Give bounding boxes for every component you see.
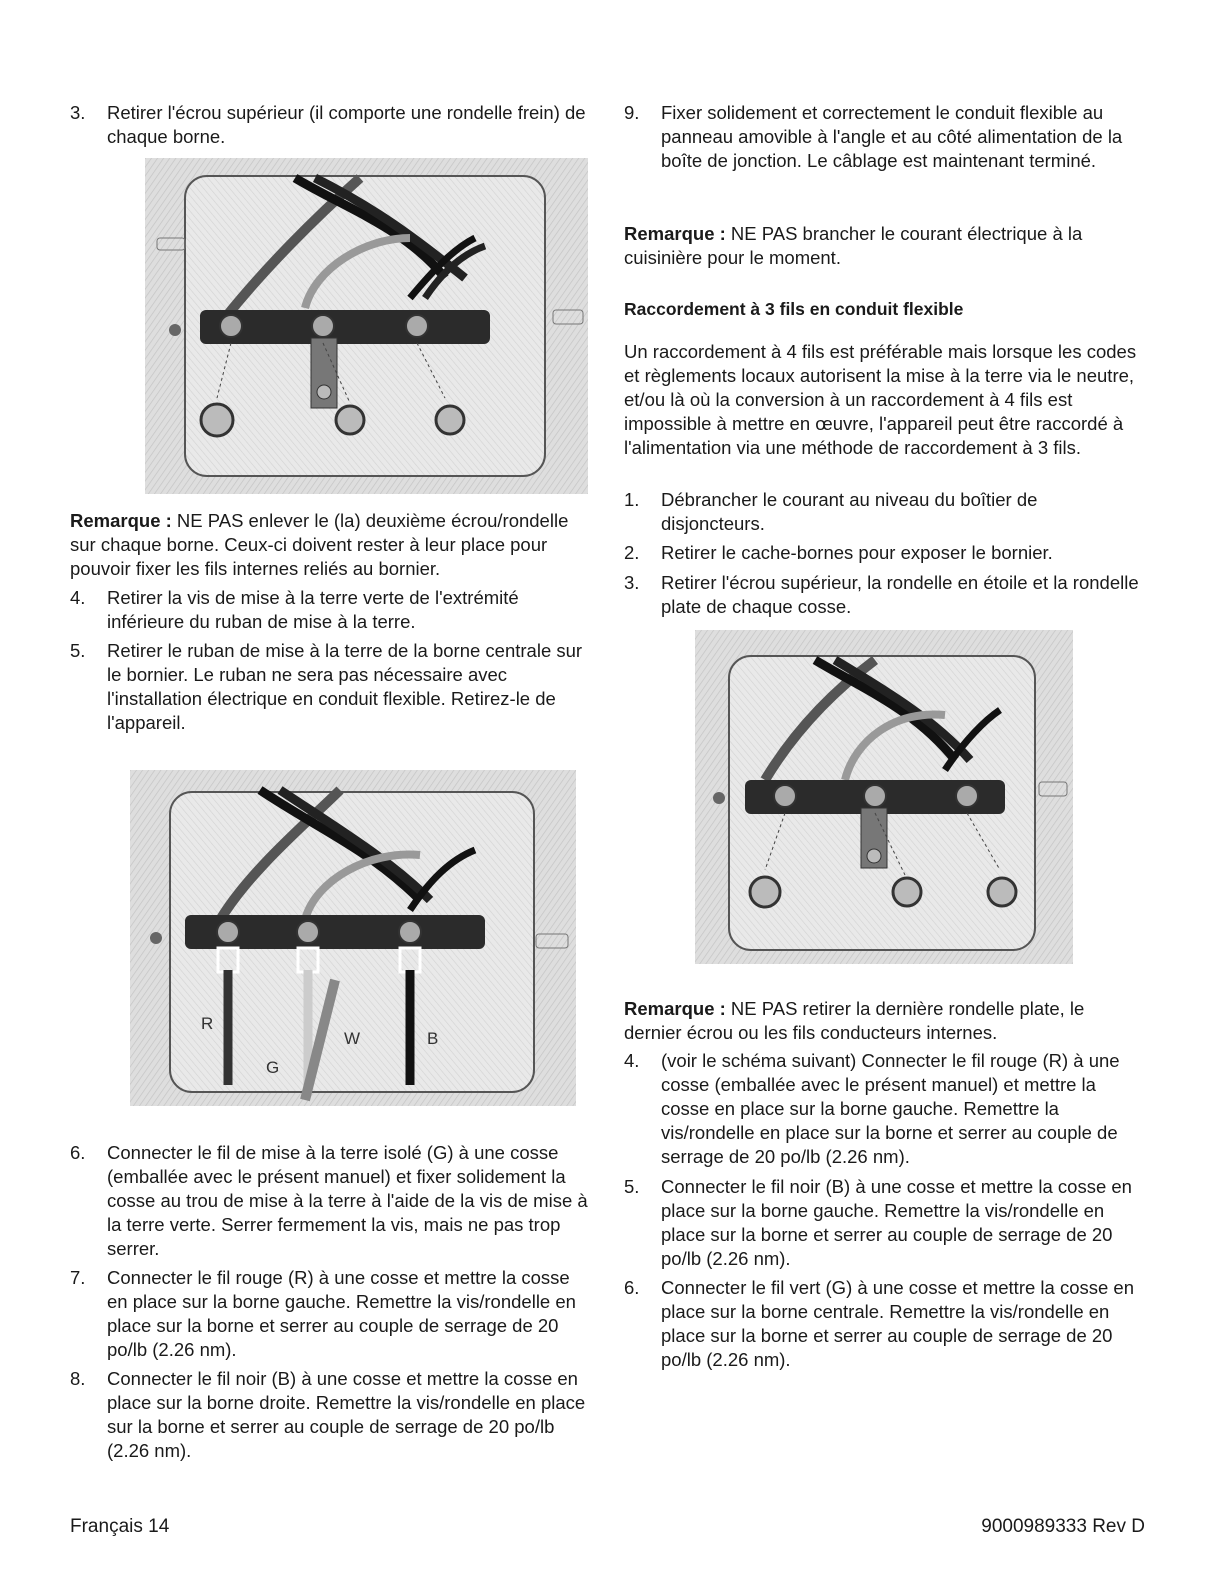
wire-label-red: R: [201, 1014, 214, 1033]
list-text: Retirer la vis de mise à la terre verte de l'extrémité inférieure du ruban de mise à la terre.: [107, 587, 519, 632]
step-1-disconnect-power: [624, 488, 1144, 536]
figure-terminal-block-3-wire: [695, 630, 1073, 964]
note-label: Remarque :: [624, 998, 726, 1019]
step-6-connect-green: [624, 1276, 1144, 1372]
list-number: 6.: [70, 1142, 86, 1163]
list-number: 8.: [70, 1368, 86, 1389]
wire-label-white: W: [344, 1029, 361, 1048]
note-text: NE PAS retirer la dernière rondelle plate, le dernier écrou ou les fils conducteurs internes.: [624, 998, 1085, 1043]
step-3-remove-nut-washers: [624, 571, 1144, 619]
note-text: NE PAS brancher le courant électrique à la cuisinière pour le moment.: [624, 223, 1083, 268]
list-text: Connecter le fil noir (B) à une cosse et mettre la cosse en place sur la borne gauche. Remettre la vis/rondelle en place sur la borne et serrer au couple de serrage de 20 po/lb (2.26 nm).: [661, 1176, 1132, 1269]
note-do-not-remove-washer: [624, 997, 1144, 1045]
step-3-remove-top-nut: [70, 101, 590, 149]
note-text: NE PAS enlever le (la) deuxième écrou/rondelle sur chaque borne. Ceux-ci doivent rester à leur place pour pouvoir fixer les fils internes reliés au bornier.: [70, 510, 569, 579]
footer-document-number: 9000989333 Rev D: [981, 1516, 1145, 1537]
list-number: 3.: [70, 102, 86, 123]
list-number: 4.: [70, 587, 86, 608]
list-text: Fixer solidement et correctement le conduit flexible au panneau amovible à l'angle et au côté alimentation de la boîte de jonction. Le câblage est maintenant terminé.: [661, 102, 1123, 171]
step-2-remove-cover: [624, 541, 1144, 565]
list-number: 9.: [624, 102, 640, 123]
note-label: Remarque :: [624, 223, 726, 244]
intro-paragraph: Un raccordement à 4 fils est préférable mais lorsque les codes et règlements locaux autorisent la mise à la terre via le neutre, et/ou là où la conversion à un raccordement à 4 fils est impossible à mettre en œuvre, l'appareil peut être raccordé à l'alimentation via une méthode de raccordement à 3 fils.: [624, 341, 1137, 458]
list-text: Retirer l'écrou supérieur (il comporte une rondelle frein) de chaque borne.: [107, 102, 586, 147]
list-text: Connecter le fil vert (G) à une cosse et mettre la cosse en place sur la borne centrale. Remettre la vis/rondelle en place sur la borne et serrer au couple de serrage de 20 po/lb (2.26 nm).: [661, 1277, 1134, 1370]
list-text: Connecter le fil de mise à la terre isolé (G) à une cosse (emballée avec le présent manuel) et fixer solidement la cosse au trou de mise à la terre à l'aide de la vis de mise à la terre verte. Serrer fermement la vis, mais ne pas trop serrer.: [107, 1142, 588, 1259]
section-heading: Raccordement à 3 fils en conduit flexible: [624, 299, 964, 319]
list-text: Retirer l'écrou supérieur, la rondelle en étoile et la rondelle plate de chaque cosse.: [661, 572, 1139, 617]
step-9-secure-conduit: [624, 101, 1144, 173]
list-number: 2.: [624, 542, 640, 563]
list-number: 5.: [70, 640, 86, 661]
list-text: Retirer le ruban de mise à la terre de la borne centrale sur le bornier. Le ruban ne sera pas nécessaire avec l'installation électrique en conduit flexible. Retirez-le de l'appareil.: [107, 640, 583, 733]
step-5-connect-black: [624, 1175, 1144, 1271]
figure-terminal-block-nut-removal: [145, 158, 588, 494]
list-number: 4.: [624, 1050, 640, 1071]
list-number: 7.: [70, 1267, 86, 1288]
wire-label-ground: G: [266, 1058, 280, 1077]
list-text: Connecter le fil rouge (R) à une cosse et mettre la cosse en place sur la borne gauche. Remettre la vis/rondelle en place sur la borne et serrer au couple de serrage de 20 po/lb (2.26 nm).: [107, 1267, 576, 1360]
list-number: 5.: [624, 1176, 640, 1197]
step-4-remove-ground-screw: [70, 586, 590, 634]
figure-wired-terminal-block: [130, 770, 576, 1106]
list-text: Connecter le fil noir (B) à une cosse et mettre la cosse en place sur la borne droite. Remettre la vis/rondelle en place sur la borne et serrer au couple de serrage de 20 po/lb (2.26 nm).: [107, 1368, 586, 1461]
step-4-connect-red: [624, 1049, 1144, 1169]
footer-page-label: Français 14: [70, 1516, 170, 1537]
wire-label-black: B: [427, 1029, 439, 1048]
step-8-connect-black: [70, 1367, 590, 1463]
note-do-not-remove-nut: [70, 509, 590, 581]
step-7-connect-red: [70, 1266, 590, 1362]
step-6-connect-ground: [70, 1141, 590, 1261]
list-number: 6.: [624, 1277, 640, 1298]
list-number: 1.: [624, 489, 640, 510]
step-5-remove-ground-strap: [70, 639, 590, 735]
list-number: 3.: [624, 572, 640, 593]
list-text: (voir le schéma suivant) Connecter le fil rouge (R) à une cosse (emballée avec le présent manuel) et mettre la cosse en place sur la borne gauche. Remettre la vis/rondelle en place sur la borne et serrer au couple de serrage de 20 po/lb (2.26 nm).: [661, 1050, 1120, 1167]
list-text: Retirer le cache-bornes pour exposer le bornier.: [661, 542, 1053, 563]
list-text: Débrancher le courant au niveau du boîtier de disjoncteurs.: [661, 489, 1038, 534]
note-do-not-connect-power: [624, 222, 1144, 270]
note-label: Remarque :: [70, 510, 172, 531]
